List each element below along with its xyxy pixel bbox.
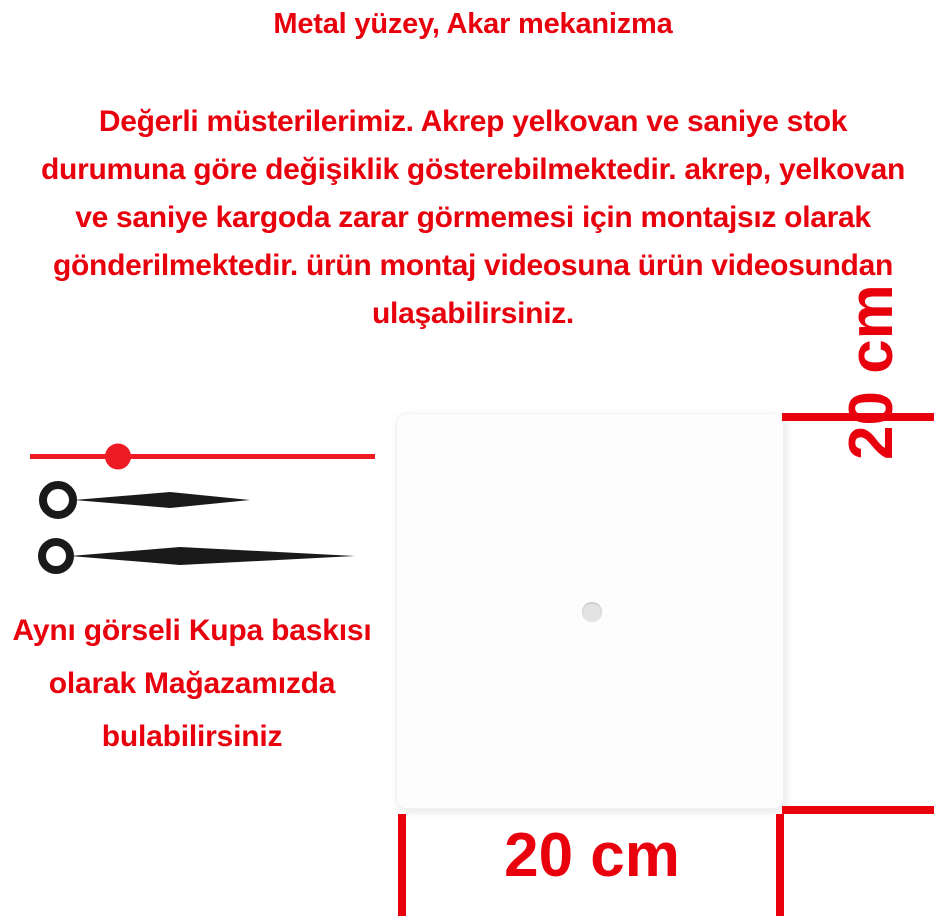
dimension-label-width: 20 cm (504, 821, 680, 890)
promo-text: Aynı görseli Kupa baskısı olarak Mağazamızda bulabilirsiniz (12, 614, 372, 753)
page-title: Metal yüzey, Akar mekanizma (273, 8, 673, 40)
dimension-guide-bottom (782, 806, 934, 814)
second-hand-icon (30, 444, 375, 470)
clock-hands-group (20, 430, 380, 590)
dimension-guide-left (398, 814, 406, 916)
clock-shaft-hole (582, 602, 602, 622)
hour-hand-icon (43, 485, 250, 515)
minute-hand-icon (42, 542, 355, 570)
customer-notice-text: Değerli müsterilerimiz. Akrep yelkovan ve saniye stok durumuna göre değişiklik gösterebilmektedir. akrep, yelkovan ve saniye kargoda zarar görmemesi için montajsız olarak gönderilmektedir. ürün montaj videosuna ürün videosundan ulaşabilirsiniz. (41, 105, 905, 330)
dimension-label-height: 20 cm (837, 284, 906, 460)
